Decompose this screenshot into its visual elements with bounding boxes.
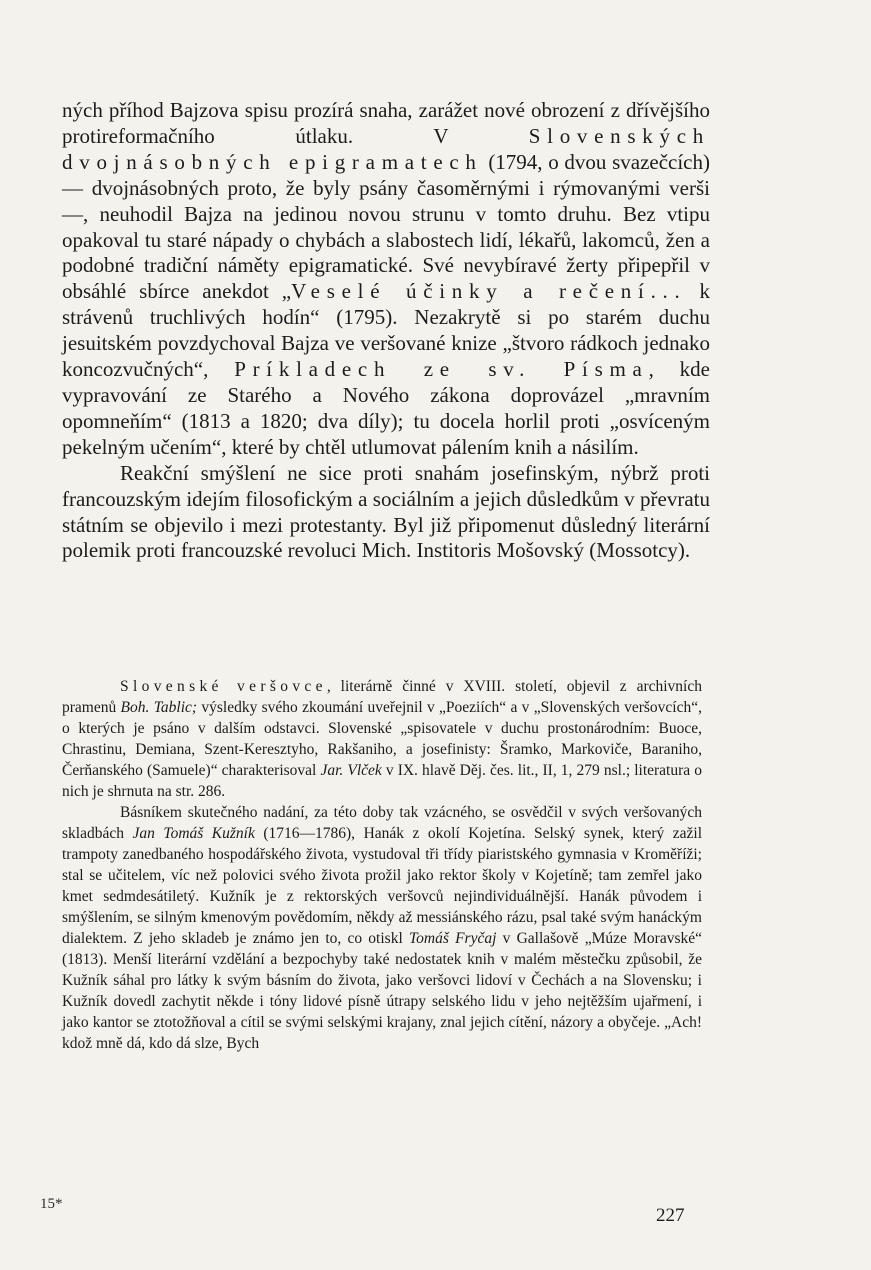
text-segment: Básníkem skutečného nadání, za této doby tak vzácného, se osvědčil v svých veršovaných skladbách [62, 804, 702, 842]
author-name-tablic: Boh. Tablic; [120, 699, 198, 716]
text-segment: k strávenů truchlivých hodín“ (1795). Nezakrytě si po starém duchu jesuitském povzdychoval Bajza ve veršované knize „štvoro rádkoch jednako koncozvučných“, [62, 279, 710, 382]
main-text [62, 98, 710, 564]
title-vesele-ucinky: Veselé účinky a rečení... [291, 279, 687, 304]
text-segment: ných příhod Bajzova spisu prozírá snaha, zarážet nové obrození z dřívějšího protireformačního útlaku. V [62, 98, 710, 148]
signature-mark: 15* [40, 1196, 63, 1212]
author-name-frycaj: Tomáš Fryčaj [408, 930, 497, 947]
text-segment: (1794, o dvou svazečcích) — dvojnásobných proto, že byly psány časoměrnými i rýmovanými verši —, neuhodil Bajza na jedinou novou strunu v tomto druhu. Bez vtipu opakoval tu staré nápady o chybách a slabostech lidí, lékařů, lakomců, žen a podobné tradiční náměty epigramatické. Své nevybíravé žerty připepřil v obsáhlé sbírce anekdot „ [62, 149, 710, 304]
text-segment: v Gallašově „Múze Moravské“ (1813). Menší literární vzdělání a bezpochyby také nedostatek knih v malém městečku způsobil, že Kužník sáhal pro látky k svým básním do života, jako veršovci lidoví v Čechách a na Slovensku; i Kužník dovedl zachytit někde i tóny lidové písně útrapy selského lidu v jeho nejtěžším ujařmení, i jako kantor se ztotožňoval a cítil se svými selskými krajany, znal jejich cítění, názory a obyčeje. „Ach! kdož mně dá, kdo dá slze, Bych [62, 930, 702, 1052]
text-segment: , kde vypravování ze Starého a Nového zákona doprovázel „mravním opomneňím“ (1813 a 1820; dva díly); tu docela horlil proti „osvíceným pekelným učením“, které by chtěl utlumovat pálením knih a násilím. [62, 357, 710, 459]
note-heading-slovenske-versovce: Slovenské veršovce [120, 678, 327, 695]
text-segment: v IX. hlavě Děj. čes. lit., II, 1, 279 nsl.; literatura o nich je shrnuta na str. 286. [62, 762, 702, 800]
text-segment: (1716—1786), Hanák z okolí Kojetína. Selský synek, který zažil trampoty zanedbaného hospodářského života, vystudoval tři třídy piaristského gymnasia v Kroměříži; stal se učitelem, víc než polovici svého života prožil jako rektor školy v Kojetíně; tam zemřel jako kmet sedmdesátiletý. Kužník je z rektorských veršovců nejindividuálnější. Hanák původem i smýšlením, se silným kmenovým povědomím, někdy až messiánského rázu, psal také svým hanáckým dialektem. Z jeho skladeb je známo jen to, co otiskl [62, 825, 702, 947]
paragraph-bajza [62, 98, 710, 461]
notes-text [62, 676, 702, 1054]
title-slovenskych-epigramatech: Slovenských dvojnásobných epigramatech [62, 123, 710, 174]
paragraph-reakcni-smysleni: Reakční smýšlení ne sice proti snahám josefinským, nýbrž proti francouzským idejím filosofickým a sociálním a jejich důsledkům v převratu státním se objevilo i mezi protestanty. Byl již připomenut důsledný literární polemik proti francouzské revoluci Mich. Institoris Mošovský (Mossotcy). [62, 460, 710, 563]
author-name-kuznik: Jan Tomáš Kužník [132, 825, 255, 842]
text-segment: , literárně činné v XVIII. století, objevil z archivních pramenů [62, 678, 702, 716]
page-number: 227 [656, 1205, 685, 1226]
note-kuznik [62, 802, 702, 1054]
text-segment: výsledky svého zkoumání uveřejnil v „Poeziích“ a v „Slovenských veršovcích“, o kterých je psáno v dalším odstavci. Slovenské „spisovatele v duchu prostonárodním: Buoce, Chrastinu, Demiana, Szent-Keresztyho, Rakšaniho, a josefinisty: Šramko, Markoviče, Baraniho, Čerňanského (Samuele)“ charakterisoval [62, 699, 702, 779]
author-name-vlcek: Jar. Vlček [320, 762, 382, 779]
note-slovenske-versovce [62, 676, 702, 802]
title-prikladech: Príkladech ze sv. Písma [234, 357, 649, 382]
